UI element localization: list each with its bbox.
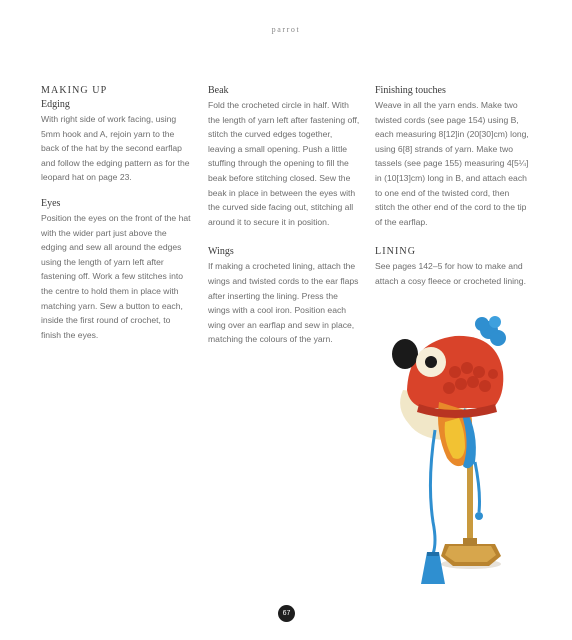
column-making-up (41, 84, 191, 354)
section-title-making-up: MAKING UP (41, 85, 108, 96)
text-lining: See pages 142–5 for how to make and attach a cosy fleece or crocheted lining. (375, 261, 526, 286)
heading-edging: Edging (41, 99, 70, 110)
heading-beak: Beak (208, 85, 229, 96)
page-number: 67 (278, 605, 295, 622)
running-head: parrot (271, 25, 301, 34)
section-title-lining: LINING (375, 246, 417, 258)
text-finishing-touches: Weave in all the yarn ends. Make two twisted cords (see page 154) using B, each measuring 8[12]in (20[30]cm) long, using 6[8] strands of yarn. Make two tassels (see page 155) measuring 4[5¼] in (10[13]cm) long in B, and attach each to one end of the twisted cord, then stitch the other end of the cord to the tip of the earflap. (375, 100, 529, 227)
pupil (425, 356, 437, 368)
eye-left-black (392, 339, 418, 369)
column-finishing-lining (375, 84, 531, 301)
heading-finishing-touches: Finishing touches (375, 85, 446, 96)
twisted-cord-right (475, 462, 480, 512)
text-beak: Fold the crocheted circle in half. With the length of yarn left after fastening off, stitch the curved edges together, leaving a small opening. Push a little stuffing through the opening to fill the beak before stitching closed. Sew the beak in place in between the eyes with the curved side facing out, stitching all around it to secure it in position. (208, 100, 360, 227)
text-edging: With right side of work facing, using 5mm hook and A, rejoin yarn to the back of the hat by the second earflap and follow the edging pattern as for the leopard hat on page 23. (41, 114, 190, 183)
heading-eyes: Eyes (41, 197, 61, 209)
text-eyes: Position the eyes on the front of the hat with the wider part just above the edging and sew all around the edges using the length of yarn left after fastening off. Work a few stitches into the centre to hold them in place with matching yarn. Sew a button to each, inside the first round of crochet, to finish the eyes. (41, 212, 191, 340)
tassel (421, 552, 445, 584)
parrot-hat-photo (383, 312, 533, 602)
text-wings: If making a crocheted lining, attach the wings and twisted cords to the ear flaps after inserting the lining. Press the wings with a cool iron. Position each wing over an earflap and sew in place, matching the colours of the yarn. (208, 261, 359, 345)
heading-wings: Wings (208, 246, 234, 258)
column-beak-wings (208, 84, 360, 359)
twisted-cord-left (430, 430, 435, 554)
